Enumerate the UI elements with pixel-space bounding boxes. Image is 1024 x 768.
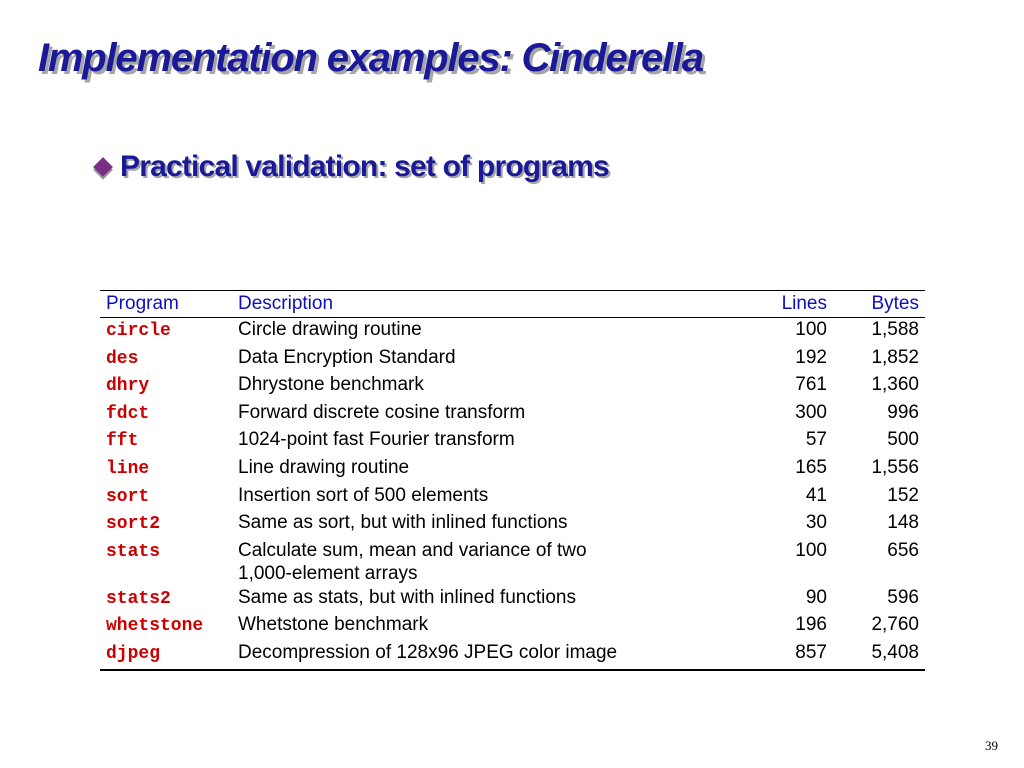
program-bytes: 5,408 [871, 641, 919, 663]
program-bytes: 996 [887, 401, 919, 423]
table-row [100, 401, 925, 429]
program-name: des [106, 348, 139, 369]
program-lines: 30 [805, 512, 827, 534]
program-name: sort2 [106, 514, 161, 535]
program-description: Circle drawing routine [238, 319, 422, 340]
program-lines: 57 [805, 429, 827, 451]
program-lines: 761 [795, 374, 827, 396]
programs-table [100, 290, 925, 671]
program-name: fft [106, 431, 139, 452]
program-name: dhry [106, 376, 150, 397]
program-name: stats2 [106, 588, 171, 609]
program-bytes: 500 [887, 429, 919, 451]
program-lines: 41 [805, 484, 827, 506]
program-bytes: 152 [887, 484, 919, 506]
header-description: Description [232, 291, 751, 318]
program-name: sort [106, 486, 150, 507]
diamond-bullet-icon [93, 157, 113, 177]
program-lines: 857 [795, 641, 827, 663]
program-name: djpeg [106, 643, 161, 664]
table-row [100, 511, 925, 539]
header-program: Program [100, 291, 232, 318]
program-description: Forward discrete cosine transform [238, 401, 526, 423]
program-bytes: 148 [887, 512, 919, 534]
program-description: Same as sort, but with inlined functions [238, 512, 568, 534]
program-bytes: 656 [887, 539, 919, 561]
program-description: Dhrystone benchmark [238, 374, 424, 396]
table-row [100, 539, 925, 586]
page-number: 39 [985, 738, 998, 753]
table-row [100, 641, 925, 669]
program-description: Insertion sort of 500 elements [238, 484, 489, 506]
program-description: Line drawing routine [238, 456, 410, 478]
table-row [100, 456, 925, 484]
program-lines: 100 [795, 539, 827, 561]
program-lines: 165 [795, 456, 827, 478]
description-line-2: 1,000-element arrays [238, 562, 418, 584]
table-header-row [100, 291, 925, 318]
bullet-item [90, 150, 609, 184]
program-bytes: 1,588 [871, 319, 919, 340]
program-description: 1024-point fast Fourier transform [238, 429, 515, 451]
program-bytes: 1,852 [871, 346, 919, 368]
description-line-1: Calculate sum, mean and variance of two [238, 539, 587, 561]
program-name: circle [106, 321, 171, 341]
table-row [100, 428, 925, 456]
program-description: Decompression of 128x96 JPEG color image [238, 641, 618, 663]
program-bytes: 1,360 [871, 374, 919, 396]
program-name: line [106, 458, 150, 479]
table-row [100, 586, 925, 614]
header-lines: Lines [751, 291, 833, 318]
program-lines: 300 [795, 401, 827, 423]
program-lines: 192 [795, 346, 827, 368]
table-row [100, 484, 925, 512]
table-row [100, 346, 925, 374]
table-row [100, 613, 925, 641]
slide-title: Implementation examples: Cinderella [38, 36, 703, 80]
table-row [100, 318, 925, 346]
program-lines: 196 [795, 614, 827, 636]
table-row [100, 373, 925, 401]
program-lines: 90 [805, 586, 827, 608]
program-description: Same as stats, but with inlined functions [238, 586, 576, 608]
program-name: fdct [106, 403, 150, 424]
program-description: Data Encryption Standard [238, 346, 456, 368]
program-bytes: 1,556 [871, 456, 919, 478]
program-bytes: 596 [887, 586, 919, 608]
header-bytes: Bytes [833, 291, 925, 318]
program-name: whetstone [106, 616, 204, 637]
program-description: Whetstone benchmark [238, 614, 429, 636]
program-name: stats [106, 541, 161, 562]
program-lines: 100 [795, 319, 827, 340]
bullet-text: Practical validation: set of programs [120, 150, 609, 183]
program-bytes: 2,760 [871, 614, 919, 636]
program-description [232, 539, 751, 586]
